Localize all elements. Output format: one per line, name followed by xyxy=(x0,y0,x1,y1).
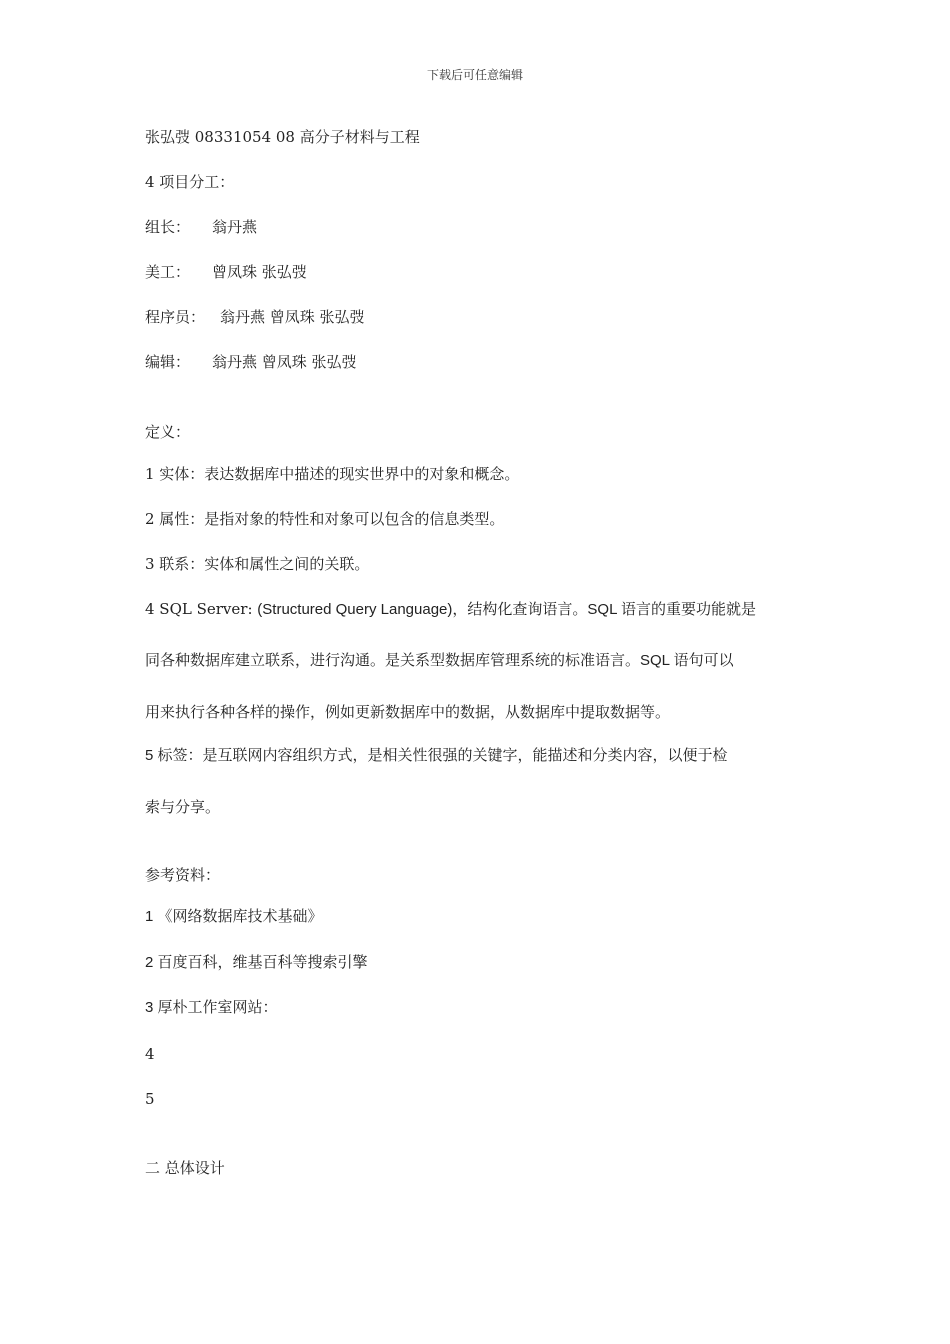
definition-tag-line2: 索与分享。 xyxy=(145,799,221,816)
reference-item: 3 厚朴工作室网站： xyxy=(145,999,278,1016)
references-title: 参考资料： xyxy=(145,866,221,884)
role-value: 翁丹燕 曾凤珠 张弘弢 xyxy=(220,308,365,326)
role-label: 美工： xyxy=(145,263,191,281)
role-label: 程序员： xyxy=(145,308,206,326)
role-row-editor xyxy=(145,352,745,372)
role-label: 编辑： xyxy=(145,353,191,371)
definition-attribute: 2 属性：是指对象的特性和对象可以包含的信息类型。 xyxy=(145,510,505,528)
definition-tag-line1: 5 标签：是互联网内容组织方式，是相关性很强的关键字，能描述和分类内容，以便于检 xyxy=(145,747,728,764)
reference-item: 2 百度百科，维基百科等搜索引擎 xyxy=(145,954,368,971)
role-row-artist xyxy=(145,262,745,282)
sql-prefix: 4 SQL Server: xyxy=(145,600,258,618)
definition-relation: 3 联系：实体和属性之间的关联。 xyxy=(145,555,370,573)
definition-sql-line3: 用来执行各种各样的操作，例如更新数据库中的数据，从数据库中提取数据等。 xyxy=(145,704,671,721)
page-header: 下载后可任意编辑 xyxy=(426,68,523,82)
role-value: 翁丹燕 xyxy=(212,218,258,236)
author-line: 张弘弢 08331054 08 高分子材料与工程 xyxy=(145,128,420,146)
reference-item: 4 xyxy=(145,1045,155,1063)
definitions-title: 定义： xyxy=(145,423,191,441)
definition-sql-line1 xyxy=(145,599,756,620)
role-label: 组长： xyxy=(145,218,191,236)
sql-line1-text: (Structured Query Language)，结构化查询语言。SQL 语言的重要功能就是 xyxy=(257,601,757,618)
definition-sql-line2: 同各种数据库建立联系，进行沟通。是关系型数据库管理系统的标准语言。SQL 语句可以 xyxy=(145,652,734,669)
division-title: 4 项目分工： xyxy=(145,173,235,191)
section-title: 二 总体设计 xyxy=(145,1159,225,1177)
reference-item: 1 《网络数据库技术基础》 xyxy=(145,908,323,925)
role-value: 翁丹燕 曾凤珠 张弘弢 xyxy=(212,353,357,371)
role-row-leader xyxy=(145,217,745,237)
definition-entity: 1 实体：表达数据库中描述的现实世界中的对象和概念。 xyxy=(145,465,520,483)
role-row-programmer xyxy=(145,307,745,327)
role-value: 曾凤珠 张弘弢 xyxy=(212,263,307,281)
reference-item: 5 xyxy=(145,1090,155,1108)
